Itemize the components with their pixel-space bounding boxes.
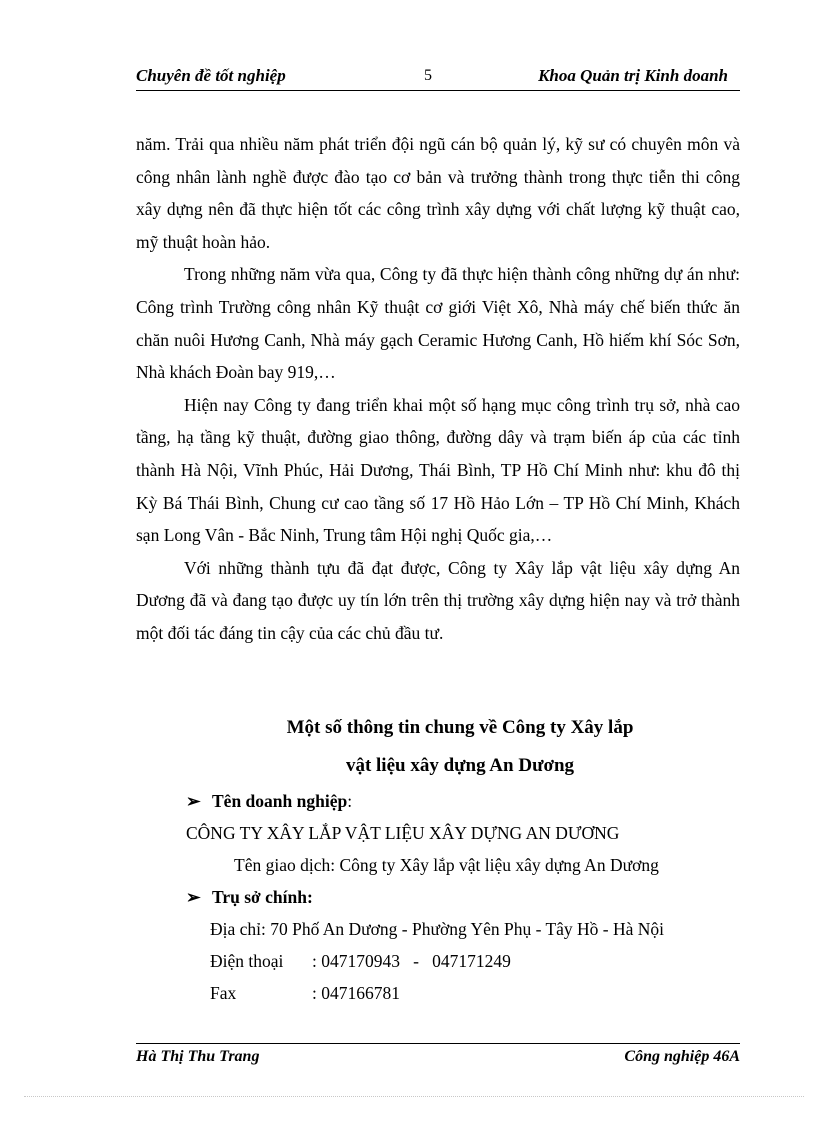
fax-value: : 047166781 [312,983,400,1003]
arrow-bullet-icon: ➢ [186,887,201,907]
paragraph: Hiện nay Công ty đang triển khai một số hạng mục công trình trụ sở, nhà cao tầng, hạ tầng kỹ thuật, đường giao thông, đường dây và trạm biến áp của các tỉnh thành Hà Nội, Vĩnh Phúc, Hải Dương, Thái Bình, TP Hồ Chí Minh như: khu đô thị Kỳ Bá Thái Bình, Chung cư cao tầng số 17 Hồ Hảo Lớn – TP Hồ Chí Minh, Khách sạn Long Vân - Bắc Ninh, Trung tâm Hội nghị Quốc gia,… [136,394,740,546]
headquarters-heading: Trụ sở chính: [212,887,313,907]
paragraph: năm. Trải qua nhiều năm phát triển đội ngũ cán bộ quản lý, kỹ sư có chuyên môn và công nhân lành nghề được đào tạo cơ bản và trưởng thành trong thực tiễn thi công xây dựng nên đã thực hiện tốt các công trình xây dựng với chất lượng kỹ thuật cao, mỹ thuật hoàn hảo. [136,134,740,252]
section-title [136,709,784,785]
trade-name: Tên giao dịch: Công ty Xây lắp vật liệu xây dựng An Dương [234,855,659,875]
phone-value: : 047170943 - 047171249 [312,951,511,971]
page-number: 5 [424,67,432,84]
arrow-bullet-icon: ➢ [186,791,201,811]
section-title-line: vật liệu xây dựng An Dương [345,755,575,776]
company-heading-row [186,785,746,817]
footer-author: Hà Thị Thu Trang [136,1048,260,1065]
page-header [136,62,740,91]
fax-label: Fax [210,983,237,1003]
paragraph: Trong những năm vừa qua, Công ty đã thực hiện thành công những dự án như: Công trình Trường công nhân Kỹ thuật cơ giới Việt Xô, Nhà máy chế biến thức ăn chăn nuôi Hương Canh, Nhà máy gạch Ceramic Hương Canh, Hồ hiếm khí Sóc Sơn, Nhà khách Đoàn bay 919,… [136,264,740,383]
fax-row [186,977,746,1009]
company-heading-colon: : [347,791,353,811]
company-info [186,785,746,1009]
company-heading: Tên doanh nghiệp [212,791,348,811]
page-bottom-divider [24,1096,804,1097]
address: Địa chỉ: 70 Phố An Dương - Phường Yên Phụ - Tây Hồ - Hà Nội [210,919,665,939]
headquarters-heading-row [186,881,746,913]
header-faculty: Khoa Quản trị Kinh doanh [538,66,728,85]
section-title-line: Một số thông tin chung về Công ty Xây lắp [286,717,634,738]
phone-row [186,945,746,977]
company-name: CÔNG TY XÂY LẮP VẬT LIỆU XÂY DỰNG AN DƯƠNG [186,823,620,843]
paragraph: Với những thành tựu đã đạt được, Công ty Xây lắp vật liệu xây dựng An Dương đã và đang tạo được uy tín lớn trên thị trường xây dựng hiện nay và trở thành một đối tác đáng tin cậy của các chủ đầu tư. [136,557,740,643]
body-text [136,128,740,650]
footer-class: Công nghiệp 46A [624,1048,740,1065]
page-footer [136,1043,740,1070]
phone-label: Điện thoại [210,951,284,971]
header-thesis-title: Chuyên đề tốt nghiệp [136,66,286,85]
